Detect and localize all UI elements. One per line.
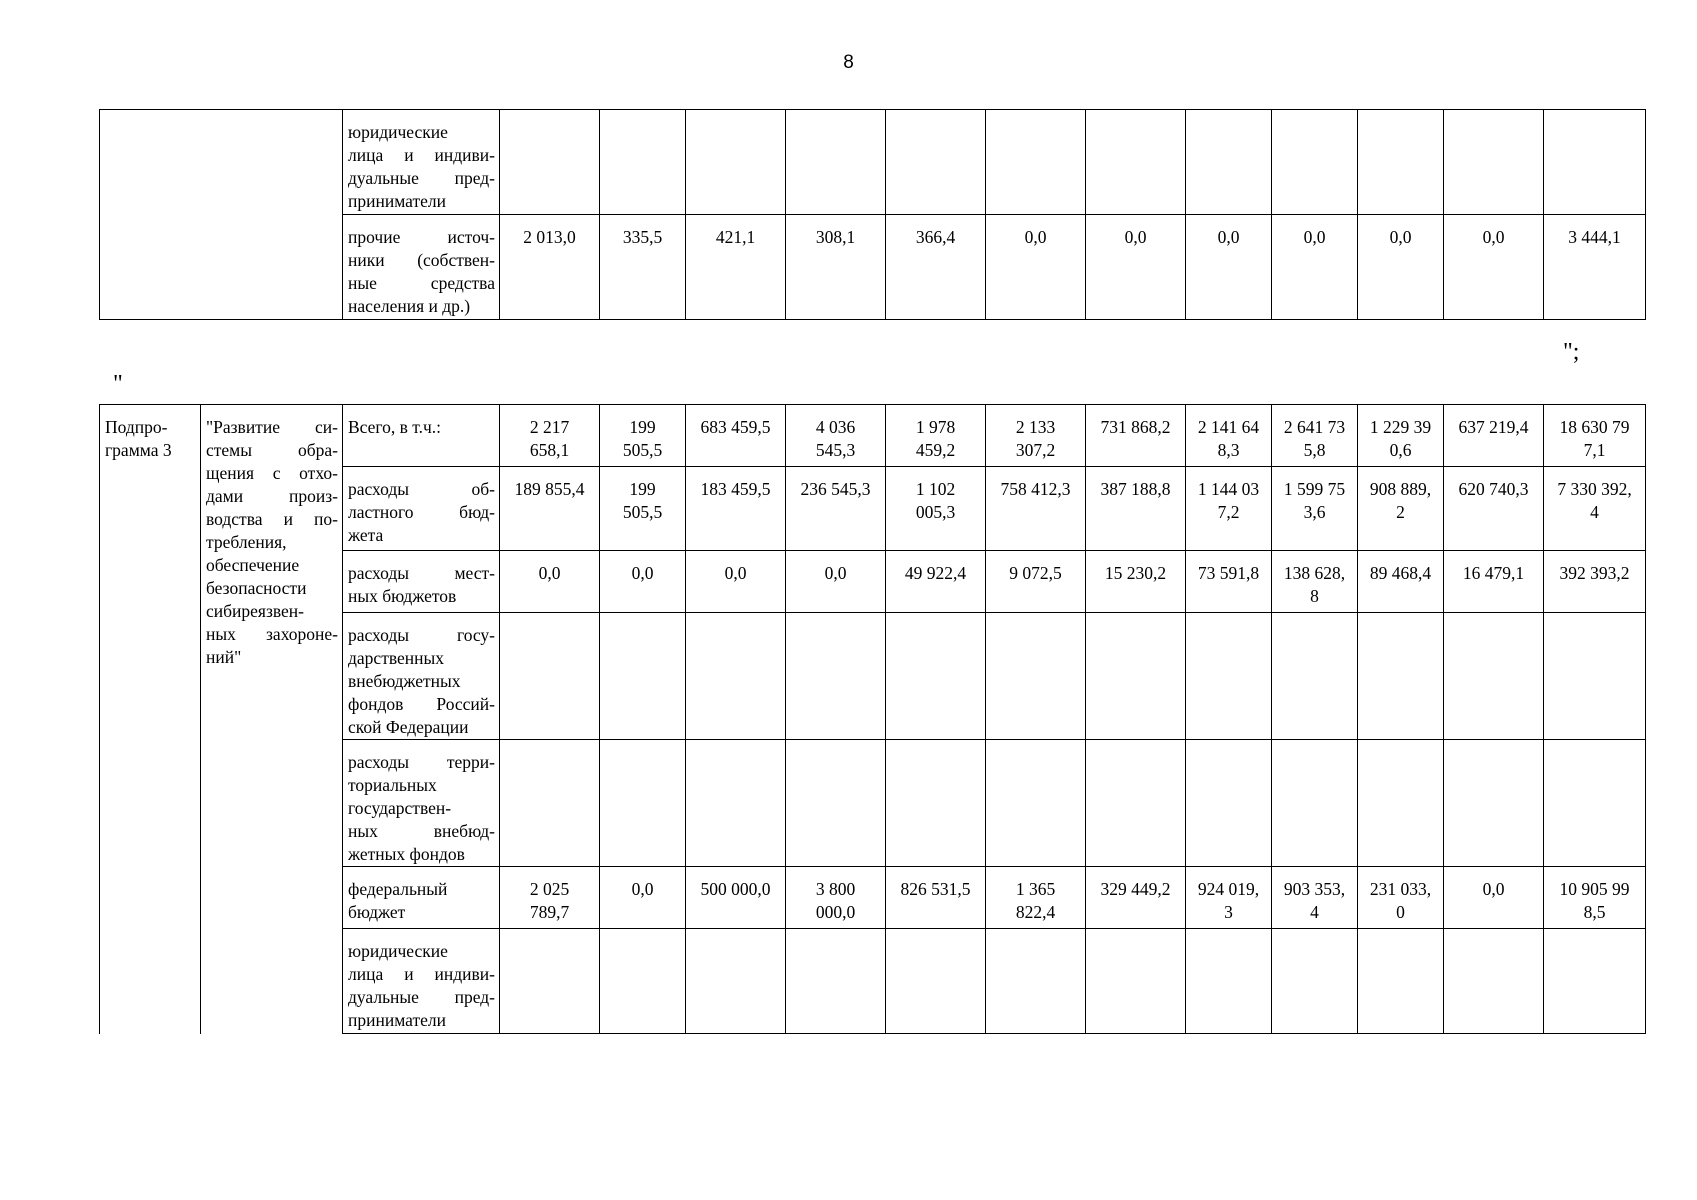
value-cell (1544, 467, 1646, 551)
closing-quote: "; (1563, 339, 1580, 365)
table-top-continuation (99, 109, 1646, 320)
value-line: 1 229 39 (1369, 417, 1432, 437)
value-cell (786, 551, 886, 613)
text-line: Подпро- (105, 417, 168, 437)
value-line: 0,0 (538, 563, 561, 583)
value-cell (1272, 613, 1358, 740)
text-line: ные средства (348, 273, 495, 293)
value-line: 15 230,2 (1104, 563, 1167, 583)
text-line: юридические (348, 941, 448, 961)
value-line: 3 (1224, 902, 1233, 922)
value-line: 620 740,3 (1458, 479, 1529, 499)
value-cell (786, 405, 886, 467)
value-cell (1186, 551, 1272, 613)
value-cell (600, 405, 686, 467)
value-cell (1086, 740, 1186, 867)
value-line: 1 978 (915, 417, 956, 437)
text-line: щения с отхо- (206, 463, 338, 483)
text-line: юридические (348, 122, 448, 142)
value-line: 10 905 99 (1559, 879, 1630, 899)
value-cell (1186, 867, 1272, 929)
text-line: стемы обра- (206, 440, 338, 460)
value-cell (1444, 929, 1544, 1034)
subprogram-name (201, 405, 343, 1034)
value-cell (1272, 867, 1358, 929)
value-line: 2 (1396, 502, 1405, 522)
subprogram-code (100, 405, 201, 1034)
empty-left-cell (100, 110, 343, 320)
value-line: 545,3 (815, 440, 856, 460)
value-cell (1444, 613, 1544, 740)
value-cell (1272, 405, 1358, 467)
text-line: ториальных (348, 775, 437, 795)
value-line: 505,5 (622, 440, 663, 460)
value-cell: 0,0 (986, 215, 1086, 320)
value-cell: 0,0 (1358, 215, 1444, 320)
value-cell (686, 551, 786, 613)
text-line: бюджет (348, 902, 406, 922)
value-cell (1544, 929, 1646, 1034)
value-cell (500, 551, 600, 613)
value-line: 1 144 03 (1197, 479, 1260, 499)
value-cell (1544, 867, 1646, 929)
value-cell (500, 467, 600, 551)
value-cell (986, 110, 1086, 215)
value-line: 0,0 (724, 563, 747, 583)
value-cell (886, 929, 986, 1034)
text-line: расходы мест- (348, 563, 495, 583)
value-line: 7 330 392, (1557, 479, 1632, 499)
value-line: 49 922,4 (904, 563, 967, 583)
value-cell (1444, 467, 1544, 551)
value-cell (886, 405, 986, 467)
text-line: требления, (206, 532, 287, 552)
value-cell (986, 551, 1086, 613)
text-line: ний" (206, 647, 242, 667)
value-line: 4 (1590, 502, 1599, 522)
value-line: 500 000,0 (700, 879, 771, 899)
value-line: 758 412,3 (1000, 479, 1071, 499)
text-line: расходы госу- (348, 625, 495, 645)
value-cell (686, 613, 786, 740)
text-line: ники (собствен- (348, 250, 495, 270)
value-line: 199 (629, 479, 656, 499)
value-cell (1358, 551, 1444, 613)
value-cell: 335,5 (600, 215, 686, 320)
value-cell (1358, 613, 1444, 740)
value-cell (1272, 551, 1358, 613)
value-cell: 0,0 (1186, 215, 1272, 320)
value-line: 8,3 (1217, 440, 1240, 460)
text-line: дами произ- (206, 486, 338, 506)
value-cell (686, 467, 786, 551)
value-cell (1086, 110, 1186, 215)
value-cell (986, 867, 1086, 929)
value-cell (886, 110, 986, 215)
value-cell (1444, 110, 1544, 215)
value-cell (500, 867, 600, 929)
row-label (343, 929, 500, 1034)
value-line: 9 072,5 (1009, 563, 1062, 583)
value-line: 183 459,5 (700, 479, 771, 499)
value-cell (1086, 867, 1186, 929)
value-cell (1358, 867, 1444, 929)
value-cell (1358, 740, 1444, 867)
value-line: 329 449,2 (1100, 879, 1171, 899)
value-cell (786, 929, 886, 1034)
value-cell (1444, 740, 1544, 867)
text-line: прочие источ- (348, 227, 495, 247)
value-line: 2 141 64 (1197, 417, 1260, 437)
value-cell (1186, 110, 1272, 215)
value-line: 0,0 (631, 563, 654, 583)
text-line: грамма 3 (105, 440, 172, 460)
value-cell (500, 613, 600, 740)
row-label (343, 613, 500, 740)
value-line: 89 468,4 (1369, 563, 1432, 583)
row-label (343, 867, 500, 929)
text-line: ластного бюд- (348, 502, 495, 522)
value-cell (1544, 740, 1646, 867)
value-line: 1 365 (1015, 879, 1056, 899)
value-cell (1544, 613, 1646, 740)
text-line: ской Федерации (348, 717, 469, 737)
text-line: фондов Россий- (348, 694, 495, 714)
text-line: жета (348, 525, 384, 545)
value-line: 2 217 (529, 417, 570, 437)
value-cell (686, 740, 786, 867)
value-line: 231 033, (1369, 879, 1432, 899)
value-cell (986, 740, 1086, 867)
value-cell (786, 613, 886, 740)
value-line: 005,3 (915, 502, 956, 522)
value-cell (1086, 405, 1186, 467)
value-line: 236 545,3 (800, 479, 871, 499)
value-cell (1186, 740, 1272, 867)
value-line: 7,2 (1217, 502, 1240, 522)
text-line: обеспечение (206, 555, 300, 575)
value-cell (986, 613, 1086, 740)
value-cell (886, 867, 986, 929)
value-cell (1544, 110, 1646, 215)
value-cell (600, 740, 686, 867)
value-line: 000,0 (815, 902, 856, 922)
row-label (343, 215, 500, 320)
value-cell: 0,0 (1086, 215, 1186, 320)
value-cell (1544, 405, 1646, 467)
value-cell (1086, 929, 1186, 1034)
value-line: 392 393,2 (1559, 563, 1630, 583)
value-cell (786, 110, 886, 215)
table-row (100, 405, 1646, 467)
value-cell (986, 467, 1086, 551)
value-line: 8 (1310, 586, 1319, 606)
value-line: 0,6 (1389, 440, 1412, 460)
value-cell (686, 929, 786, 1034)
value-cell (500, 110, 600, 215)
value-cell (686, 110, 786, 215)
value-cell (986, 405, 1086, 467)
text-line: лица и индиви- (348, 964, 495, 984)
value-line: 3 800 (815, 879, 856, 899)
page-number: 8 (843, 52, 854, 73)
value-cell (1358, 929, 1444, 1034)
value-cell (686, 867, 786, 929)
value-line: 4 (1310, 902, 1319, 922)
value-line: 731 868,2 (1100, 417, 1171, 437)
text-line: дуальные пред- (348, 987, 495, 1007)
value-cell (600, 867, 686, 929)
value-line: 307,2 (1015, 440, 1056, 460)
value-cell (986, 929, 1086, 1034)
text-line: жетных фондов (348, 844, 465, 864)
text-line: дарственных (348, 648, 445, 668)
value-line: 637 219,4 (1458, 417, 1529, 437)
value-cell (886, 467, 986, 551)
text-line: федеральный (348, 879, 448, 899)
value-cell (1086, 467, 1186, 551)
value-cell: 421,1 (686, 215, 786, 320)
value-cell (1086, 551, 1186, 613)
value-line: 18 630 79 (1559, 417, 1630, 437)
value-line: 16 479,1 (1462, 563, 1525, 583)
value-line: 924 019, (1197, 879, 1260, 899)
value-line: 2 133 (1015, 417, 1056, 437)
text-line: приниматели (348, 1010, 446, 1030)
value-cell (1544, 551, 1646, 613)
value-cell: 3 444,1 (1544, 215, 1646, 320)
value-line: 387 188,8 (1100, 479, 1171, 499)
text-line: водства и по- (206, 509, 338, 529)
text-line: "Развитие си- (206, 417, 338, 437)
value-line: 138 628, (1283, 563, 1346, 583)
value-cell: 0,0 (1272, 215, 1358, 320)
value-cell (500, 929, 600, 1034)
value-cell (1186, 405, 1272, 467)
value-line: 189 855,4 (514, 479, 585, 499)
table-subprogram-3 (99, 404, 1646, 1034)
value-line: 2 025 (529, 879, 570, 899)
opening-quote: " (113, 371, 123, 397)
row-label (343, 110, 500, 215)
text-line: внебюджетных (348, 671, 461, 691)
value-line: 0,0 (631, 879, 654, 899)
value-cell (786, 740, 886, 867)
value-line: 199 (629, 417, 656, 437)
text-line: ных бюджетов (348, 586, 457, 606)
value-line: 73 591,8 (1197, 563, 1260, 583)
value-cell (600, 467, 686, 551)
value-cell (1086, 613, 1186, 740)
value-cell (1358, 467, 1444, 551)
value-line: 3,6 (1303, 502, 1326, 522)
value-line: 2 641 73 (1283, 417, 1346, 437)
text-line: расходы об- (348, 479, 495, 499)
value-cell (1444, 405, 1544, 467)
value-line: 459,2 (915, 440, 956, 460)
text-line: дуальные пред- (348, 168, 495, 188)
row-label (343, 740, 500, 867)
value-cell (500, 740, 600, 867)
value-cell (1272, 740, 1358, 867)
text-line: приниматели (348, 191, 446, 211)
value-cell (686, 405, 786, 467)
value-cell (786, 867, 886, 929)
text-line: расходы терри- (348, 752, 495, 772)
value-cell (1444, 867, 1544, 929)
row-label (343, 467, 500, 551)
value-cell (886, 613, 986, 740)
value-line: 903 353, (1283, 879, 1346, 899)
text-line: ных захороне- (206, 624, 338, 644)
value-line: 658,1 (529, 440, 570, 460)
value-cell (1272, 110, 1358, 215)
value-line: 1 102 (915, 479, 956, 499)
value-cell (886, 740, 986, 867)
text-line: ных внебюд- (348, 821, 495, 841)
value-line: 0 (1396, 902, 1405, 922)
value-line: 8,5 (1583, 902, 1606, 922)
value-cell (600, 551, 686, 613)
value-line: 683 459,5 (700, 417, 771, 437)
value-line: 826 531,5 (900, 879, 971, 899)
row-label (343, 405, 500, 467)
value-cell (786, 467, 886, 551)
value-line: 822,4 (1015, 902, 1056, 922)
value-cell: 2 013,0 (500, 215, 600, 320)
value-cell: 0,0 (1444, 215, 1544, 320)
text-line: лица и индиви- (348, 145, 495, 165)
value-line: 908 889, (1369, 479, 1432, 499)
value-cell (1272, 929, 1358, 1034)
value-cell (1358, 110, 1444, 215)
value-line: 1 599 75 (1283, 479, 1346, 499)
value-cell (1186, 467, 1272, 551)
row-label (343, 551, 500, 613)
text-line: безопасности (206, 578, 307, 598)
value-cell: 366,4 (886, 215, 986, 320)
value-line: 4 036 (815, 417, 856, 437)
value-line: 505,5 (622, 502, 663, 522)
value-cell (600, 613, 686, 740)
value-cell (600, 110, 686, 215)
value-line: 0,0 (824, 563, 847, 583)
value-cell (1186, 929, 1272, 1034)
value-cell (1186, 613, 1272, 740)
table-row (100, 110, 1646, 215)
value-line: 0,0 (1482, 879, 1505, 899)
value-cell (500, 405, 600, 467)
value-cell (1358, 405, 1444, 467)
value-cell (1444, 551, 1544, 613)
value-cell (886, 551, 986, 613)
value-cell: 308,1 (786, 215, 886, 320)
value-line: 7,1 (1583, 440, 1606, 460)
text-line: сибиреязвен- (206, 601, 305, 621)
text-line: государствен- (348, 798, 452, 818)
text-line: Всего, в т.ч.: (348, 417, 442, 437)
value-cell (1272, 467, 1358, 551)
text-line: населения и др.) (348, 296, 471, 316)
value-cell (600, 929, 686, 1034)
value-line: 5,8 (1303, 440, 1326, 460)
value-line: 789,7 (529, 902, 570, 922)
